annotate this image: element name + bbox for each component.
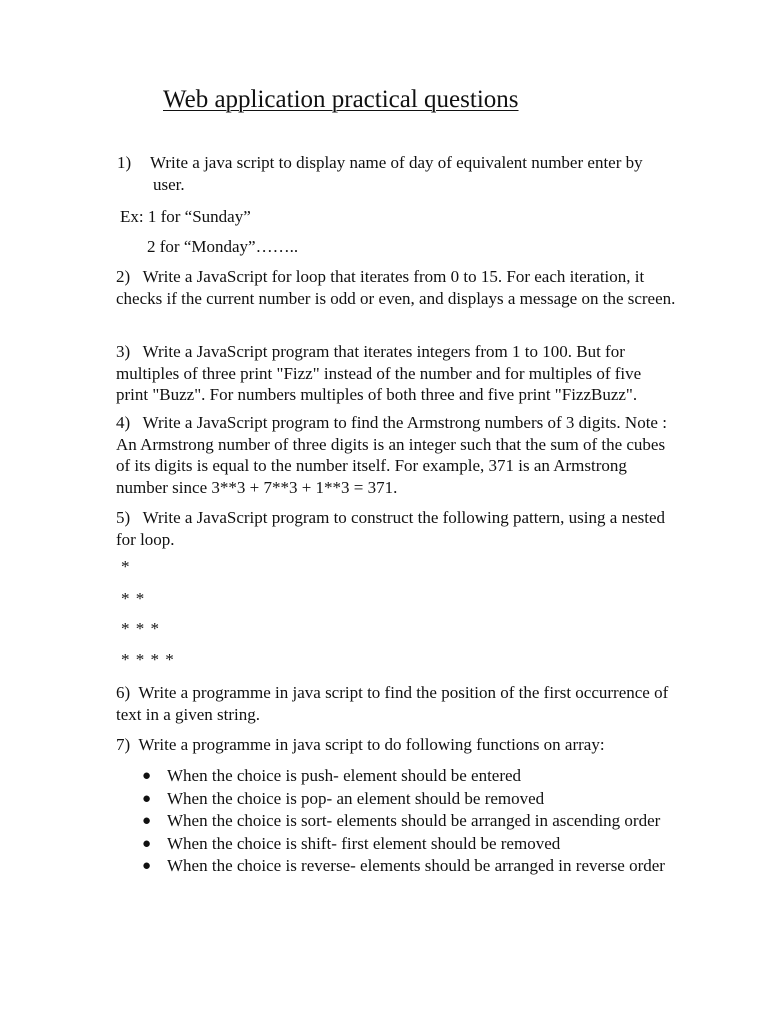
bullet-icon: ● [142, 835, 152, 852]
question-3: 3) Write a JavaScript program that iterates integers from 1 to 100. But for multiples of three print "Fizz" instead of the number and for multiples of five print "Buzz". For numbers multiples of both three and five print "FizzBuzz". [116, 342, 642, 404]
question-1-example-line-1: Ex: 1 for “Sunday” [120, 207, 251, 226]
question-5: 5) Write a JavaScript program to construct the following pattern, using a nested for loop. [116, 508, 665, 549]
question-6: 6) Write a programme in java script to find the position of the first occurrence of text in a given string. [116, 683, 669, 724]
list-item [140, 810, 680, 832]
question-1-number: 1) [117, 153, 132, 172]
question-1-text-continued: user. [153, 174, 185, 194]
bullet-icon: ● [142, 813, 152, 829]
question-7-choice-list [140, 765, 680, 878]
choice-text: When the choice is sort- elements should be arranged in ascending order [167, 811, 661, 830]
question-1-example-line-2: 2 for “Monday”…….. [147, 237, 299, 256]
pattern-row-4: * * * * [121, 650, 175, 669]
choice-text: When the choice is pop- an element should be removed [167, 788, 545, 808]
question-1-text: Write a java script to display name of day of equivalent number enter by [150, 153, 643, 172]
question-7: 7) Write a programme in java script to do following functions on array: [116, 735, 605, 754]
bullet-icon: ● [142, 790, 152, 807]
question-2: 2) Write a JavaScript for loop that iterates from 0 to 15. For each iteration, it checks if the current number is odd or even, and displays a message on the screen. [116, 267, 676, 308]
pattern-row-3: * * * [121, 619, 160, 638]
list-item [140, 788, 680, 810]
list-item [140, 765, 680, 787]
choice-text: When the choice is shift- first element should be removed [167, 833, 561, 853]
choice-text: When the choice is reverse- elements should be arranged in reverse order [167, 856, 665, 875]
bullet-icon: ● [142, 768, 152, 784]
pattern-row-2: * * [121, 589, 146, 608]
question-1 [117, 152, 677, 195]
list-item [140, 855, 680, 877]
question-4: 4) Write a JavaScript program to find the Armstrong numbers of 3 digits. Note : An Armstrong number of three digits is an integer such that the sum of the cubes of its digits is equal to the number itself. For example, 371 is an Armstrong number since 3**3 + 7**3 + 1**3 = 371. [116, 413, 667, 497]
bullet-icon: ● [142, 858, 152, 874]
pattern-row-1: * [121, 557, 131, 576]
page-title: Web application practical questions [163, 86, 519, 113]
list-item [140, 833, 680, 855]
choice-text: When the choice is push- element should be entered [167, 766, 522, 785]
